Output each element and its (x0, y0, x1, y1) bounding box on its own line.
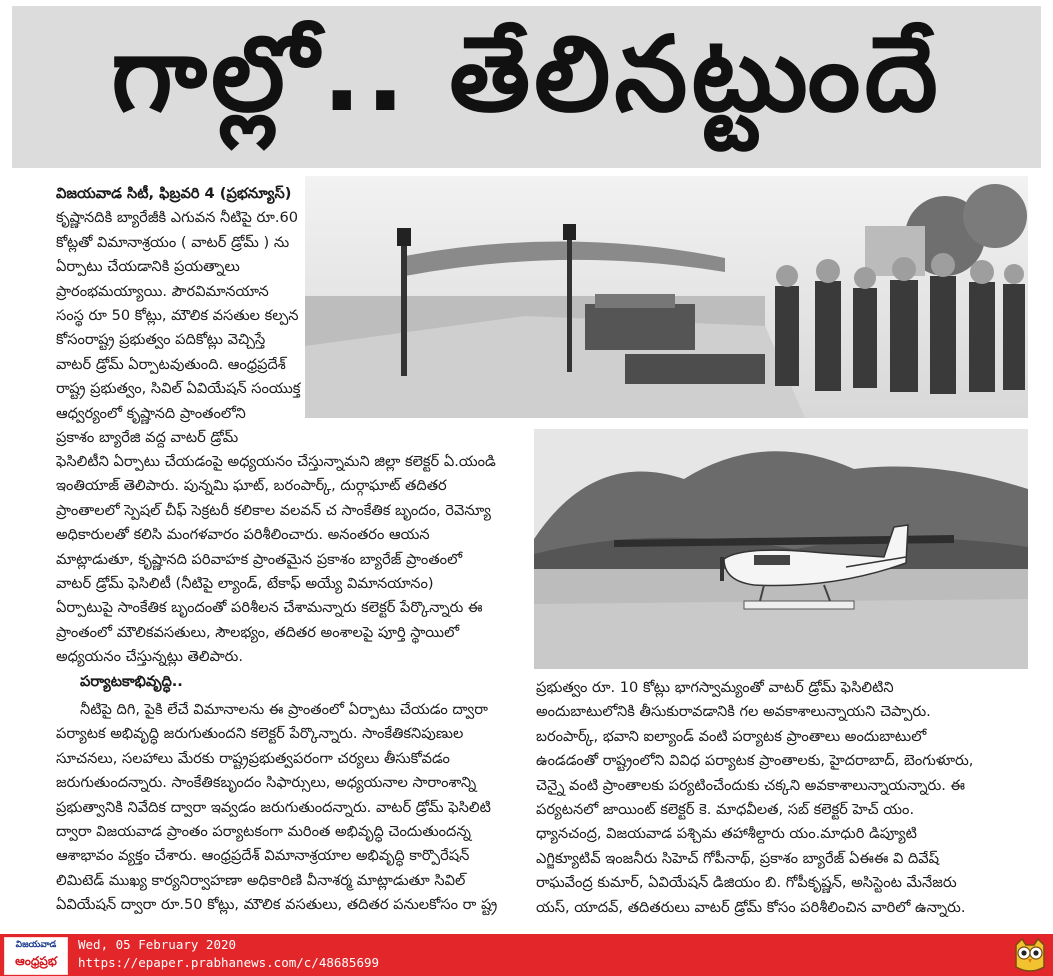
owl-mascot-icon (1012, 937, 1048, 973)
text-line: ఆధ్వర్యంలో కృష్ణానది ప్రాంతంలోని (56, 404, 246, 422)
photo-waterfront-inspection (305, 176, 1028, 418)
text-line: ప్రాంతాలలో స్పెషల్ చీఫ్ సెక్రటరీ కలికాల వలవన్ చ సాంకేతిక బృందం, రెవెన్యూ (56, 501, 491, 519)
text-line: వాటర్ డ్రోమ్ ఫెసిలిటీ (నీటిపై ల్యాండ్, టేకాఫ్ అయ్యే విమానయానం) (56, 575, 434, 593)
newspaper-logo[interactable] (4, 937, 68, 975)
footer-bar (0, 934, 1053, 976)
text-line: ప్రకాశం బ్యారేజి వద్ద వాటర్ డ్రోమ్ (56, 429, 239, 447)
text-line: అందుబాటులోనికి తీసుకురావడానికి గల అవకాశాలున్నాయని చెప్పారు. (536, 703, 931, 721)
photo-waterfront-illustration (305, 176, 1028, 418)
text-line: నీటిపై దిగి, పైకి లేచే విమానాలను ఈ ప్రాంతంలో ఏర్పాటు చేయడం ద్వారా (80, 701, 488, 718)
headline-banner (12, 6, 1041, 168)
article-left-column (56, 182, 302, 450)
text-line: అధికారులతో కలిసి మంగళవారం పరిశీలించారు. అనంతరం ఆయన (56, 526, 430, 544)
text-line: ఏర్పాటుపై సాంకేతిక బృందంతో పరిశీలన చేశామన్నారు కలెక్టర్ పేర్కొన్నారు ఈ (56, 599, 483, 617)
text-line: లిమిటెడ్ ముఖ్య కార్యనిర్వాహణా అధికారిణి వీనాశర్మ మాట్లాడుతూ సివిల్ (56, 871, 466, 889)
text-line: ఫెసిలిటీని ఏర్పాటు చేయడంపై అధ్యయనం చేస్తున్నామని జిల్లా కలెక్టర్ ఏ.యండి (56, 453, 496, 470)
text-line: సంస్థ రూ 50 కోట్లు, మౌలిక వసతుల కల్పన (56, 307, 299, 325)
text-line: బరంపార్క్, భవాని ఐల్యాండ్ వంటి పర్యాటక ప్రాంతాలు అందుబాటులో (536, 727, 927, 745)
dateline: విజయవాడ సిటీ, ఫిబ్రవరి 4 (ప్రభన్యూస్) (56, 185, 292, 202)
text-line: మాట్లాడుతూ, కృష్ణానది పరివాహక ప్రాంతమైన ప్రకాశం బ్యారేజ్ ప్రాంతంలో (56, 550, 463, 568)
article-wide-section (56, 450, 526, 694)
text-line: యస్, యాదవ్, తదితరులు వాటర్ డ్రోమ్ కోసం పరిశీలించిన వారిలో ఉన్నారు. (536, 898, 966, 916)
article-bottom-left (56, 698, 526, 918)
text-line: రాఘవేంద్ర కుమార్, ఏవియేషన్ డిజియం బి. గోపీకృష్ణన్, అసిస్టెంట మేనేజరు (536, 874, 957, 892)
text-line: ద్వారా విజయవాడ ప్రాంతం పర్యాటకంగా మరింత అభివృద్ధి చెందుతుందన్న (56, 823, 471, 841)
text-line: ఉండడంతో రాష్ట్రంలోని వివిధ పర్యాటక ప్రాంతాలకు, హైదరాబాద్, బెంగుళూరు, (536, 752, 974, 770)
photo-seaplane (534, 429, 1028, 669)
text-line: పర్యాటక అభివృద్ధి జరుగుతుందని కలెక్టర్ పేర్కొన్నారు. సాంకేతికనిపుణుల (56, 725, 464, 743)
publication-date: Wed, 05 February 2020 (78, 937, 237, 952)
text-line: రాష్ట్ర ప్రభుత్వం, సివిల్ ఏవియేషన్ సంయుక్త (56, 380, 301, 398)
text-line: ప్రభుత్వం రూ. 10 కోట్లు భాగస్వామ్యంతో వాటర్ డ్రోమ్ ఫెసిలిటిని (536, 679, 894, 696)
subheading: పర్యాటకాభివృద్ధి.. (80, 672, 183, 690)
text-line: ఇంతియాజ్ తెలిపారు. పున్నమి ఘాట్, బరంపార్క్, దుర్గాఘాట్ తదితర (56, 477, 447, 495)
logo-name: ఆంధ్రప్రభ (15, 954, 57, 968)
text-line: ప్రాంతంలో మౌలికవసతులు, సౌలభ్యం, తదితర అంశాలపై పూర్తి స్థాయిలో (56, 623, 460, 641)
text-line: పర్యటనలో జాయింట్ కలెక్టర్ కె. మాధవీలత, సబ్ కలెక్టర్ హెచ్ యం. (536, 801, 915, 819)
text-line: జరుగుతుందన్నారు. సాంకేతికబృందం సిఫార్సులు, అధ్యయనాల సారాంశాన్ని (56, 774, 477, 792)
text-line: ఆశాభావం వ్యక్తం చేశారు. ఆంధ్రప్రదేశ్ విమానాశ్రయాల అభివృద్ధి కార్పొరేషన్ (56, 847, 470, 865)
text-line: చెన్నై వంటి ప్రాంతాలకు పర్యటించేందుకు చక్కని అవకాశాలున్నాయన్నారు. ఈ (536, 776, 966, 794)
text-line: ఎగ్జిక్యూటివ్ ఇంజనీరు సిహెచ్ గోపీనాథ్, ప్రకాశం బ్యారేజ్ ఏఈఈ వి దివేష్ (536, 849, 940, 867)
text-line: ప్రారంభమయ్యాయి. పౌరవిమానయాన (56, 282, 269, 300)
text-line: ప్రభుత్వానికి నివేదిక ద్వారా ఇవ్వడం జరుగుతుందన్నారు. వాటర్ డ్రోమ్ ఫెసిలిటి (56, 798, 491, 816)
headline: గాల్లో.. తేలినట్టుందే (111, 13, 942, 135)
logo-city: విజయవాడ (15, 940, 57, 950)
text-line: సూచనలు, సలహాలు మేరకు రాష్ట్రప్రభుత్వపరంగా చర్యలు తీసుకోవడం (56, 749, 450, 767)
text-line: కృష్ణానదికి బ్యారేజీకి ఎగువన నీటిపై రూ.60 (56, 209, 299, 227)
article-bottom-right (536, 676, 1026, 920)
text-line: ఏవియేషన్ ద్వారా రూ.50 కోట్లు, మౌలిక వసతులు, తదితర పనులకోసం రా ష్ట్ర (56, 896, 498, 914)
text-line: కోసంరాష్ట్ర ప్రభుత్వం పదికోట్లు వెచ్చిస్తే (56, 331, 266, 349)
text-line: అధ్యయనం చేస్తున్నట్లు తెలిపారు. (56, 648, 243, 666)
text-line: ధ్యానచంద్ర, విజయవాడ పశ్చిమ తహాశీల్దారు యం.మాధురి డిప్యూటి (536, 825, 917, 843)
text-line: వాటర్ డ్రోమ్ ఏర్పాటవుతుంది. ఆంధ్రప్రదేశ్ (56, 355, 286, 373)
text-line: ఏర్పాటు చేయడానికి ప్రయత్నాలు (56, 258, 240, 276)
epaper-url-link[interactable]: https://epaper.prabhanews.com/c/48685699 (78, 955, 380, 970)
photo-seaplane-illustration (534, 429, 1028, 669)
text-line: కోట్లతో విమానాశ్రయం ( వాటర్ డ్రోమ్ ) ను (56, 233, 290, 251)
